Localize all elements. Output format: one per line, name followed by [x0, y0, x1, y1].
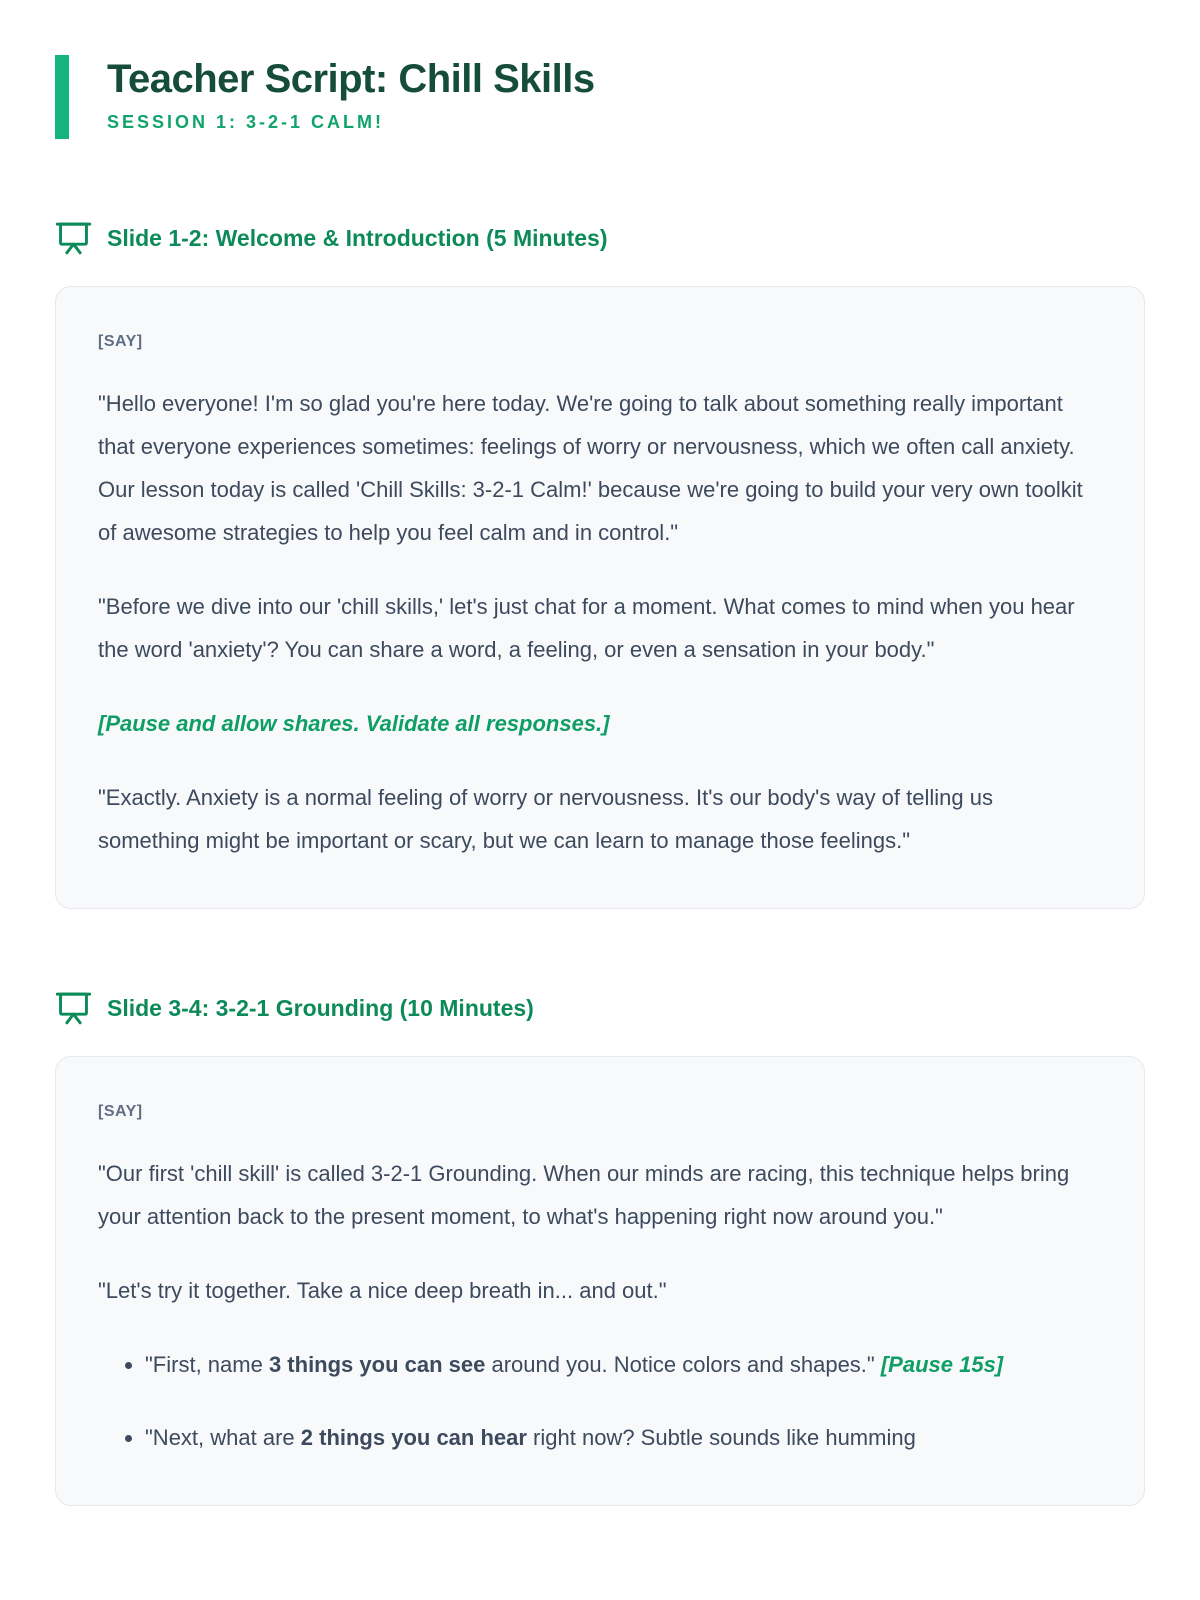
section-heading-label: Slide 1-2: Welcome & Introduction (5 Minutes)	[107, 224, 608, 251]
script-paragraph	[98, 1152, 1084, 1238]
script-card	[55, 286, 1145, 909]
text-segment: "Our first 'chill skill' is called 3-2-1 Grounding. When our minds are racing, this technique helps bring your attention back to the present moment, to what's happening right now around you."	[98, 1161, 1070, 1229]
page-subtitle: SESSION 1: 3-2-1 CALM!	[107, 112, 385, 132]
bold-text-segment: 3 things you can see	[268, 1352, 486, 1377]
script-sections	[55, 221, 1145, 1506]
text-segment: "Before we dive into our 'chill skills,' let's just chat for a moment. What comes to mind when you hear the word 'anxiety'? You can share a word, a feeling, or even a sensation in your body."	[98, 594, 1075, 662]
presentation-board-icon	[55, 221, 92, 255]
pause-direction-text: [Pause and allow shares. Validate all responses.]	[98, 711, 610, 736]
pause-inline-text: [Pause 15s]	[880, 1352, 1004, 1377]
text-segment: "Hello everyone! I'm so glad you're here today. We're going to talk about something really important that everyone experiences sometimes: feelings of worry or nervousness, which we often call anxiety. Our lesson today is called 'Chill Skills: 3-2-1 Calm!' because we're going to build your very own toolkit of awesome strategies to help you feel calm and in control."	[98, 391, 1083, 545]
text-segment: right now? Subtle sounds like humming	[526, 1425, 916, 1450]
script-bullet-list	[98, 1343, 1084, 1459]
script-paragraph	[98, 382, 1084, 554]
script-bullet-item	[145, 1343, 1084, 1386]
text-segment: "Next, what are	[145, 1425, 301, 1450]
text-segment: around you. Notice colors and shapes."	[485, 1352, 881, 1377]
section-heading	[55, 991, 1145, 1025]
script-section-1	[55, 221, 1145, 909]
text-segment: "Exactly. Anxiety is a normal feeling of worry or nervousness. It's our body's way of telling us something might be important or scary, but we can learn to manage those feelings."	[98, 785, 993, 853]
say-label: [SAY]	[98, 333, 143, 350]
section-heading	[55, 221, 1145, 255]
text-segment: "Let's try it together. Take a nice deep breath in... and out."	[98, 1278, 667, 1303]
bold-text-segment: 2 things you can hear	[300, 1425, 527, 1450]
pause-direction	[98, 702, 1084, 745]
say-label: [SAY]	[98, 1103, 143, 1120]
script-card	[55, 1056, 1145, 1506]
script-paragraph	[98, 776, 1084, 862]
script-paragraph	[98, 585, 1084, 671]
script-bullet-item	[145, 1416, 1084, 1459]
document-header	[55, 55, 1145, 139]
presentation-board-icon	[55, 991, 92, 1025]
text-segment: "First, name	[145, 1352, 269, 1377]
script-section-2	[55, 991, 1145, 1506]
script-paragraph	[98, 1269, 1084, 1312]
section-heading-label: Slide 3-4: 3-2-1 Grounding (10 Minutes)	[107, 994, 534, 1021]
page-title: Teacher Script: Chill Skills	[107, 57, 595, 101]
